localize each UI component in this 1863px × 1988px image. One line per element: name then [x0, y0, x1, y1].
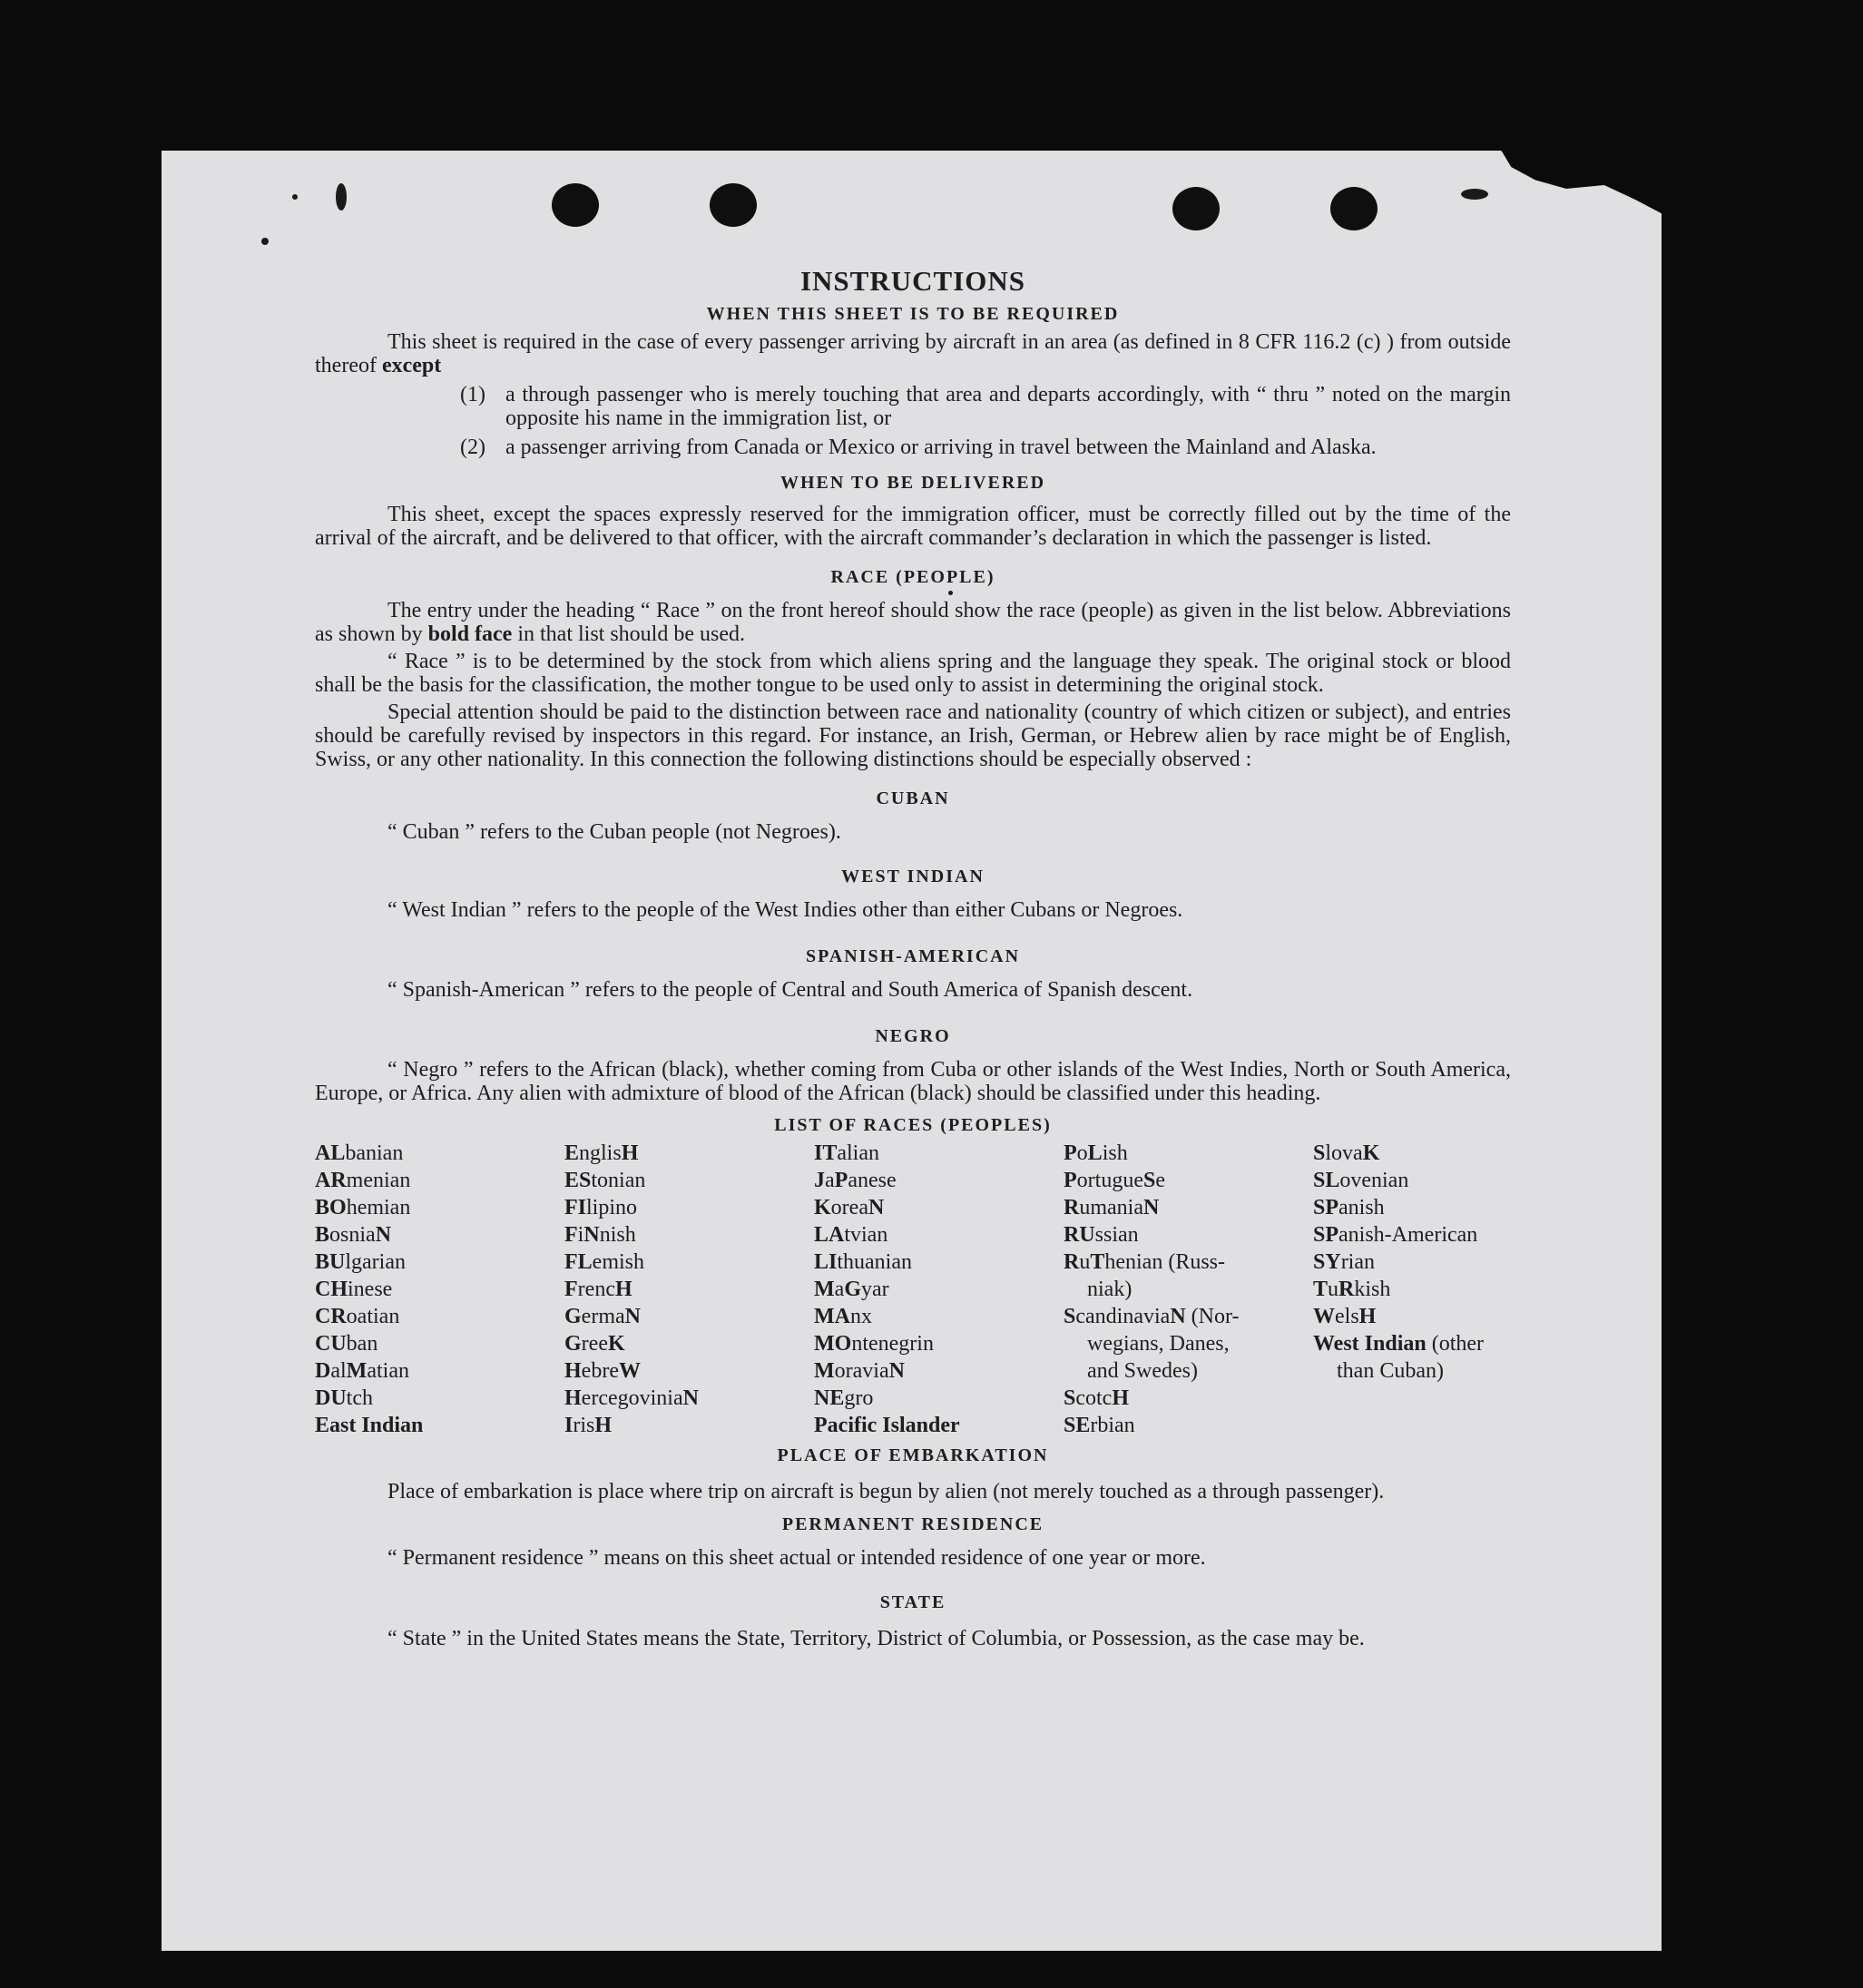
punch-hole [552, 183, 599, 227]
heading-embarkation: PLACE OF EMBARKATION [777, 1445, 1049, 1465]
race-entry: niak) [1087, 1278, 1133, 1301]
race-list [315, 1140, 1511, 1439]
race-column [814, 1140, 1064, 1439]
race-entry: ARmenian [315, 1169, 411, 1192]
race-entry: TuRkish [1313, 1278, 1391, 1301]
race-entry: MaGyar [814, 1278, 889, 1301]
race-entry: FiNnish [564, 1223, 636, 1247]
heading-west-indian: WEST INDIAN [841, 867, 985, 886]
race-entry: CUban [315, 1332, 378, 1356]
race-column [1064, 1140, 1313, 1439]
race-entry: wegians, Danes, [1087, 1332, 1230, 1356]
heading-spanish-american: SPANISH-AMERICAN [805, 946, 1021, 966]
race-column [1313, 1140, 1511, 1439]
race-entry: RUssian [1064, 1223, 1139, 1247]
race-entry: RumaniaN [1064, 1196, 1160, 1219]
race-entry: Pacific Islander [814, 1414, 960, 1437]
race-entry: SPanish-American [1313, 1223, 1478, 1247]
race-entry: CRoatian [315, 1305, 400, 1328]
race-entry: GreeK [564, 1332, 625, 1356]
paragraph-race-1: The entry under the heading “ Race ” on the front hereof should show the race (people) as given in the list below. Abbreviations as shown by bold face in that list should be used. [315, 599, 1511, 646]
paragraph-race-3: Special attention should be paid to the distinction between race and nationality (country of which citizen or subject), and entries should be carefully revised by inspectors in this regard. For instance, an Irish, German, or Hebrew alien by race might be of English, Swiss, or any other nationality. In this connection the following distinctions should be especially observed : [315, 700, 1511, 771]
race-entry: West Indian (other [1313, 1332, 1485, 1356]
race-entry: MoraviaN [814, 1359, 905, 1383]
race-entry: SLovenian [1313, 1169, 1409, 1192]
punch-hole [710, 183, 757, 227]
race-entry: BOhemian [315, 1196, 411, 1219]
page-title: INSTRUCTIONS [799, 265, 1025, 297]
race-column [315, 1140, 564, 1439]
race-entry: and Swedes) [1087, 1359, 1198, 1383]
heading-when-delivered: WHEN TO BE DELIVERED [780, 473, 1046, 493]
race-entry: ALbanian [315, 1141, 404, 1165]
race-entry: JaPanese [814, 1169, 897, 1192]
heading-state: STATE [879, 1592, 946, 1612]
race-entry: ScandinaviaN (Nor- [1064, 1305, 1240, 1328]
heading-negro: NEGRO [875, 1026, 951, 1046]
race-entry: PortugueSe [1064, 1169, 1165, 1192]
race-entry: FLemish [564, 1250, 644, 1274]
paragraph-west-indian: “ West Indian ” refers to the people of the West Indies other than either Cubans or Negroes. [387, 898, 1183, 922]
race-entry: GermaN [564, 1305, 641, 1328]
paragraph-spanish-american: “ Spanish-American ” refers to the people of Central and South America of Spanish descent. [387, 978, 1193, 1002]
race-entry: ITalian [814, 1141, 879, 1165]
race-entry: HercegoviniaN [564, 1386, 699, 1410]
ink-speck [1461, 189, 1488, 200]
exception-item: (2) a passenger arriving from Canada or Mexico or arriving in travel between the Mainland and Alaska. [460, 436, 1377, 459]
race-entry: MOntenegrin [814, 1332, 934, 1356]
race-entry: NEgro [814, 1386, 874, 1410]
race-entry: than Cuban) [1337, 1359, 1444, 1383]
race-entry: LAtvian [814, 1223, 888, 1247]
race-entry: FrencH [564, 1278, 632, 1301]
race-entry: DUtch [315, 1386, 373, 1410]
race-entry: SYrian [1313, 1250, 1375, 1274]
race-entry: FIlipino [564, 1196, 638, 1219]
race-entry: HebreW [564, 1359, 641, 1383]
heading-race: RACE (PEOPLE) [830, 567, 995, 587]
punch-hole [1330, 187, 1378, 230]
race-entry: BUlgarian [315, 1250, 406, 1274]
race-entry: CHinese [315, 1278, 393, 1301]
race-entry: East Indian [315, 1414, 424, 1437]
punch-hole [1172, 187, 1220, 230]
race-entry: EStonian [564, 1169, 646, 1192]
race-column [564, 1140, 814, 1439]
race-entry: DalMatian [315, 1359, 409, 1383]
race-entry: MAnx [814, 1305, 872, 1328]
race-entry: KoreaN [814, 1196, 885, 1219]
heading-permanent-residence: PERMANENT RESIDENCE [781, 1514, 1044, 1534]
race-entry: IrisH [564, 1414, 613, 1437]
heading-when-required: WHEN THIS SHEET IS TO BE REQUIRED [706, 304, 1120, 324]
paragraph-state: “ State ” in the United States means the State, Territory, District of Columbia, or Possession, as the case may be. [387, 1627, 1365, 1650]
paragraph-when-required: This sheet is required in the case of every passenger arriving by aircraft in an area (as defined in 8 CFR 116.2 (c) ) from outside thereof except [315, 330, 1511, 377]
ink-speck [292, 194, 298, 200]
race-entry: EnglisH [564, 1141, 639, 1165]
paragraph-cuban: “ Cuban ” refers to the Cuban people (not Negroes). [387, 820, 841, 844]
race-entry: WelsH [1313, 1305, 1377, 1328]
paragraph-race-2: “ Race ” is to be determined by the stock from which aliens spring and the language they speak. The original stock or blood shall be the basis for the classification, the mother tongue to be used only to assist in determining the original stock. [315, 650, 1511, 697]
paragraph-negro: “ Negro ” refers to the African (black), whether coming from Cuba or other islands of the West Indies, North or South America, Europe, or Africa. Any alien with admixture of blood of the African (black) should be classified under this heading. [315, 1058, 1511, 1105]
race-entry: LIthuanian [814, 1250, 912, 1274]
paragraph-embarkation: Place of embarkation is place where trip on aircraft is begun by alien (not merely touched as a through passenger). [387, 1480, 1385, 1503]
race-entry: SPanish [1313, 1196, 1385, 1219]
race-entry: BosniaN [315, 1223, 392, 1247]
race-entry: SlovaK [1313, 1141, 1380, 1165]
race-entry: PoLish [1064, 1141, 1128, 1165]
paragraph-permanent-residence: “ Permanent residence ” means on this sheet actual or intended residence of one year or more. [387, 1546, 1206, 1570]
ink-speck [261, 238, 269, 245]
race-entry: SErbian [1064, 1414, 1135, 1437]
race-entry: RuThenian (Russ- [1064, 1250, 1226, 1274]
paragraph-when-delivered: This sheet, except the spaces expressly reserved for the immigration officer, must be correctly filled out by the time of the arrival of the aircraft, and be delivered to that officer, with the aircraft commander’s declaration in which the passenger is listed. [315, 503, 1511, 550]
instructions-text [315, 265, 1511, 1653]
heading-list-of-races: LIST OF RACES (PEOPLES) [774, 1115, 1052, 1135]
ink-speck [336, 183, 347, 211]
race-entry: ScotcH [1064, 1386, 1130, 1410]
heading-cuban: CUBAN [876, 788, 950, 808]
exception-item: (1) a through passenger who is merely touching that area and departs accordingly, with “ thru ” noted on the margin opposite his name in the immigration list, or [460, 383, 1511, 430]
